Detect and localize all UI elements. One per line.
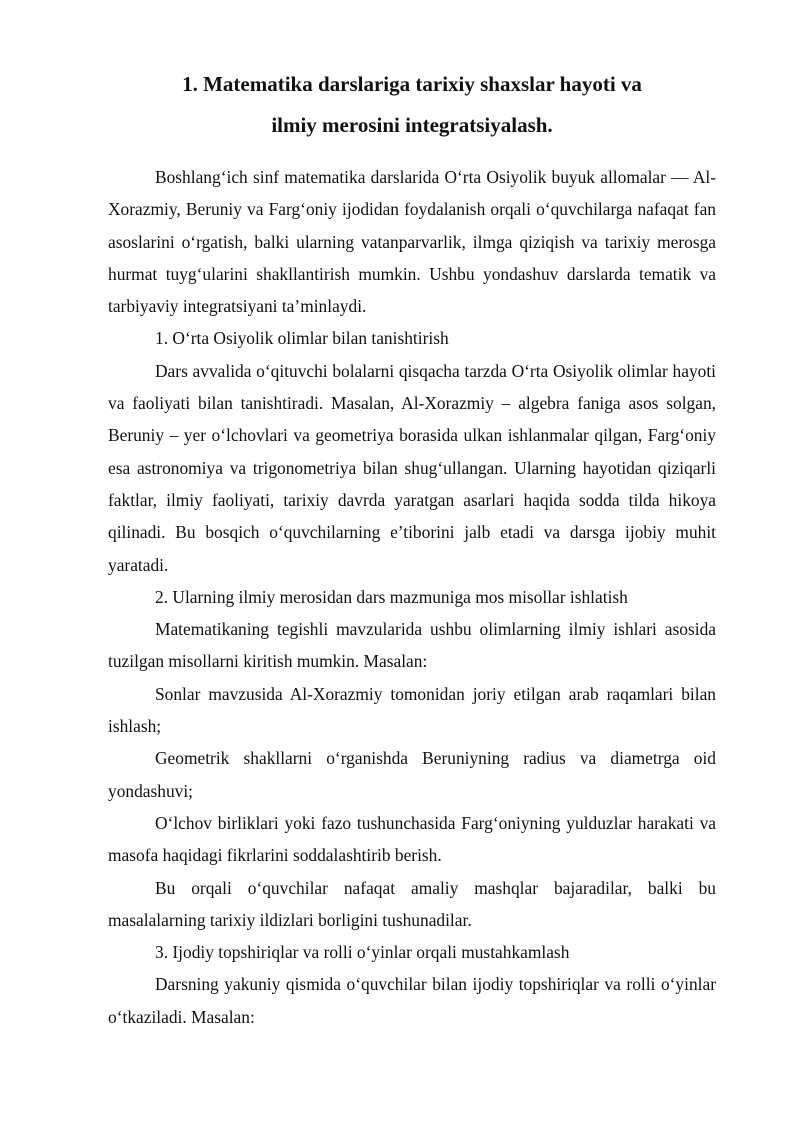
section-heading-3: 3. Ijodiy topshiriqlar va rolli o‘yinlar orqali mustahkamlash: [155, 942, 570, 963]
example-item-1: Sonlar mavzusida Al-Xorazmiy tomonidan joriy etilgan arab raqamlari bilan ishlash;: [108, 683, 716, 737]
section-heading-1: 1. O‘rta Osiyolik olimlar bilan tanishtirish: [155, 328, 449, 349]
section-1-paragraph: Dars avvalida o‘qituvchi bolalarni qisqacha tarzda O‘rta Osiyolik olimlar hayoti va faoliyati bilan tanishtiradi. Masalan, Al-Xorazmiy – algebra faniga asos solgan, Beruniy – yer o‘lchovlari va geometriya borasida ulkan ishlanmalar qilgan, Farg‘oniy esa astronomiya va trigonometriya bilan shug‘ullangan. Ularning hayotidan qiziqarli faktlar, ilmiy faoliyati, tarixiy davrda yaratgan asarlari haqida sodda tilda hikoya qilinadi. Bu bosqich o‘quvchilarning e’tiborini jalb etadi va darsga ijobiy muhit yaratadi.: [108, 360, 716, 575]
section-2-conclusion: Bu orqali o‘quvchilar nafaqat amaliy mashqlar bajaradilar, balki bu masalalarning tarixiy ildizlari borligini tushunadilar.: [108, 877, 716, 930]
example-item-2: Geometrik shakllarni o‘rganishda Beruniyning radius va diametrga oid yondashuvi;: [108, 748, 716, 801]
section-3-paragraph: Darsning yakuniy qismida o‘quvchilar bilan ijodiy topshiriqlar va rolli o‘yinlar o‘tkaziladi. Masalan:: [108, 974, 716, 1027]
document-title: [108, 64, 716, 146]
title-line-1: 1. Matematika darslariga tarixiy shaxslar hayoti va: [182, 72, 642, 96]
document-page: [108, 64, 716, 1033]
example-item-3: O‘lchov birliklari yoki fazo tushunchasida Farg‘oniyning yulduzlar harakati va masofa haqidagi fikrlarini soddalashtirib berish.: [108, 812, 716, 866]
section-heading-2: 2. Ularning ilmiy merosidan dars mazmuniga mos misollar ishlatish: [155, 586, 628, 607]
section-2-paragraph: Matematikaning tegishli mavzularida ushbu olimlarning ilmiy ishlari asosida tuzilgan misollarni kiritish mumkin. Masalan:: [108, 619, 716, 672]
intro-paragraph: Boshlang‘ich sinf matematika darslarida O‘rta Osiyolik buyuk allomalar — Al-Xorazmiy, Beruniy va Farg‘oniy ijodidan foydalanish orqali o‘quvchilarga nafaqat fan asoslarini o‘rgatish, balki ularning vatanparvarlik, ilmga qiziqish va tarixiy merosga hurmat tuyg‘ularini shakllantirish mumkin. Ushbu yondashuv darslarda tematik va tarbiyaviy integratsiyani ta’minlaydi.: [108, 167, 716, 317]
title-line-2: ilmiy merosini integratsiyalash.: [271, 113, 553, 137]
